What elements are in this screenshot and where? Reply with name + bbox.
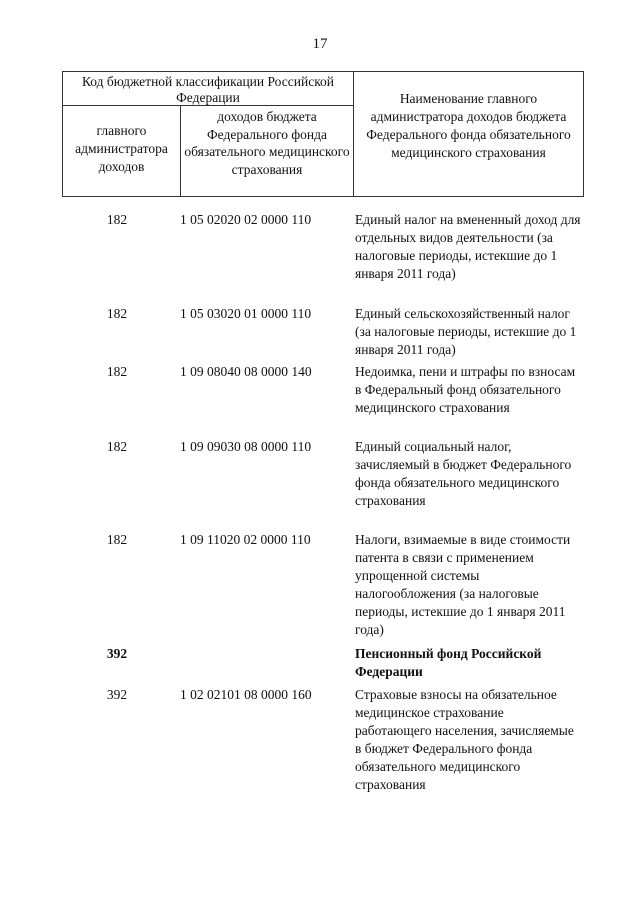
- budget-code: 1 05 02020 02 0000 110: [180, 212, 312, 227]
- admin-code: 182: [106, 306, 128, 321]
- budget-code: 1 09 08040 08 0000 140: [180, 364, 312, 379]
- admin-code: 182: [106, 212, 128, 227]
- table-header: [62, 71, 584, 197]
- row-name: Единый социальный налог, зачисляемый в бюджет Федерального фонда обязательного медицинского страхования: [355, 439, 572, 508]
- header-main-administrator: главного администратора доходов: [63, 106, 181, 197]
- header-administrator-name: Наименование главного администратора доходов бюджета Федерального фонда обязательного медицинского страхования: [366, 91, 571, 160]
- page-number: 17: [312, 36, 328, 52]
- header-budget-code: Код бюджетной классификации Российской Федерации: [63, 72, 354, 106]
- admin-code: 182: [106, 364, 128, 379]
- row-name: Недоимка, пени и штрафы по взносам в Федеральный фонд обязательного медицинского страхования: [355, 364, 576, 415]
- admin-code: 392: [106, 687, 128, 702]
- budget-code: 1 09 09030 08 0000 110: [180, 439, 312, 454]
- admin-code: 392: [106, 646, 128, 661]
- budget-code: 1 02 02101 08 0000 160: [180, 687, 312, 702]
- row-name: Налоги, взимаемые в виде стоимости патента в связи с применением упрощенной системы налогообложения (за налоговые периоды, истекшие до 1 января 2011 года): [355, 532, 571, 637]
- budget-code: 1 05 03020 01 0000 110: [180, 306, 312, 321]
- section-title: Пенсионный фонд Российской Федерации: [355, 646, 542, 679]
- header-fund-revenues: доходов бюджета Федерального фонда обязательного медицинского страхования: [181, 106, 354, 197]
- admin-code: 182: [106, 532, 128, 547]
- row-name: Единый сельскохозяйственный налог (за налоговые периоды, истекшие до 1 января 2011 года): [355, 306, 577, 357]
- admin-code: 182: [106, 439, 128, 454]
- row-name: Страховые взносы на обязательное медицинское страхование работающего населения, зачисляемые в бюджет Федерального фонда обязательного медицинского страхования: [355, 687, 574, 792]
- row-name: Единый налог на вмененный доход для отдельных видов деятельности (за налоговые периоды, истекшие до 1 января 2011 года): [355, 212, 581, 281]
- budget-code: 1 09 11020 02 0000 110: [180, 532, 311, 547]
